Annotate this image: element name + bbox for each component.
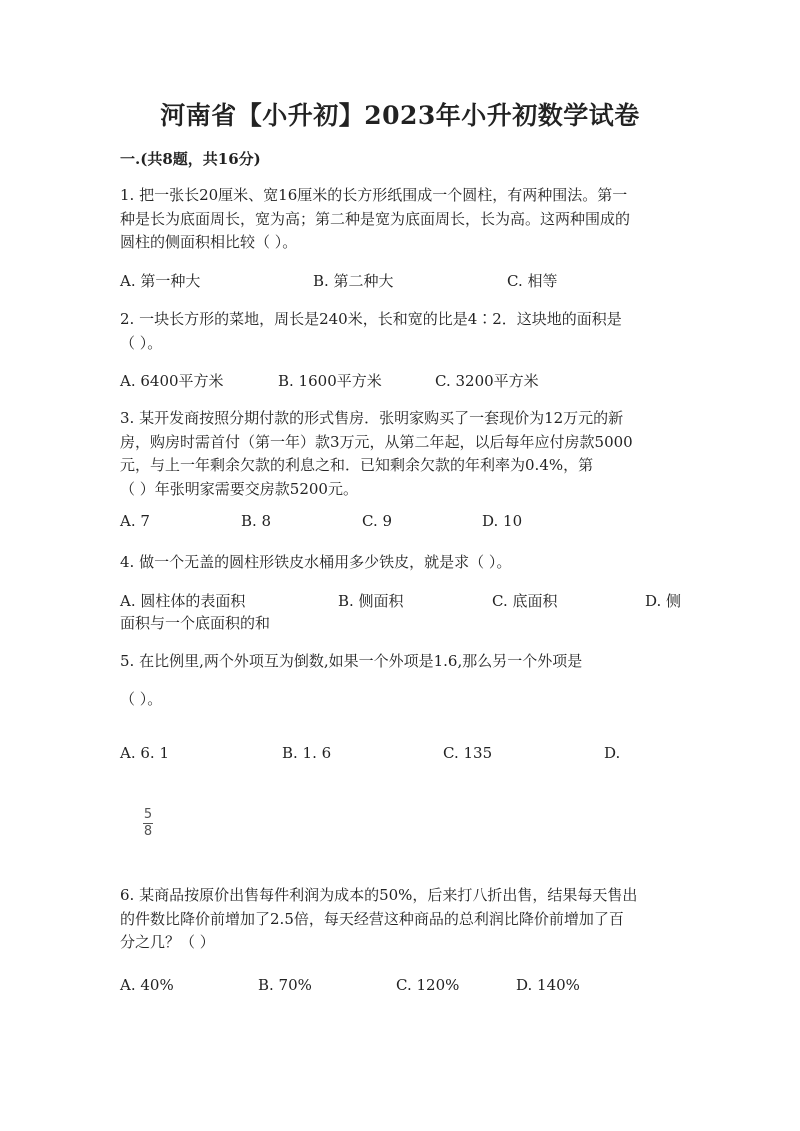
- question-4-option-b: B. 侧面积: [338, 592, 404, 610]
- question-1-option-c: C. 相等: [507, 272, 558, 290]
- fraction-denominator: 8: [143, 824, 153, 839]
- question-3-option-d: D. 10: [482, 512, 523, 530]
- question-5-option-d-fraction: [143, 808, 153, 839]
- question-3-option-c: C. 9: [362, 512, 393, 530]
- question-2-text: 2. 一块长方形的菜地，周长是240米，长和宽的比是4∶2．这块地的面积是 （ ）。: [120, 310, 622, 352]
- fraction-numerator: 5: [143, 807, 153, 822]
- question-6-option-a: A. 40%: [120, 976, 174, 994]
- question-5-paren: （ ）。: [120, 690, 163, 708]
- question-6-option-d: D. 140%: [516, 976, 580, 994]
- question-5-option-d: D.: [604, 744, 621, 762]
- question-3-text: 3. 某开发商按照分期付款的形式售房．张明家购买了一套现价为12万元的新 房，购房时需首付（第一年）款3万元，从第二年起，以后每年应付房款5000 元，与上一年剩余欠款的利息之和．已知剩余欠款的年利率为0.4%，第 （ ）年张明家需要交房款5200元。: [120, 409, 633, 498]
- question-6-option-c: C. 120%: [396, 976, 460, 994]
- question-6-text: 6. 某商品按原价出售每件利润为成本的50%，后来打八折出售，结果每天售出 的件数比降价前增加了2.5倍，每天经营这种商品的总利润比降价前增加了百 分之几？（ ）: [120, 886, 638, 951]
- question-2-option-c: C. 3200平方米: [435, 372, 539, 390]
- question-5-option-b: B. 1. 6: [282, 744, 332, 762]
- question-2-option-b: B. 1600平方米: [278, 372, 382, 390]
- question-5-option-c: C. 135: [443, 744, 493, 762]
- question-3-option-a: A. 7: [120, 512, 150, 530]
- section-heading: 一.(共8题，共16分): [120, 150, 261, 168]
- question-4-option-d-continued: 面积与一个底面积的和: [120, 614, 271, 632]
- question-3-option-b: B. 8: [241, 512, 272, 530]
- question-4-option-d: D. 侧: [645, 592, 682, 610]
- question-4-option-c: C. 底面积: [492, 592, 558, 610]
- question-1-option-a: A. 第一种大: [120, 272, 201, 290]
- question-5-option-a: A. 6. 1: [120, 744, 169, 762]
- question-6-option-b: B. 70%: [258, 976, 312, 994]
- question-4-option-a: A. 圆柱体的表面积: [120, 592, 246, 610]
- question-1-option-b: B. 第二种大: [313, 272, 394, 290]
- question-5-text: 5. 在比例里,两个外项互为倒数,如果一个外项是1.6,那么另一个外项是: [120, 652, 583, 670]
- question-4-text: 4. 做一个无盖的圆柱形铁皮水桶用多少铁皮，就是求（ ）。: [120, 553, 512, 571]
- question-2-option-a: A. 6400平方米: [120, 372, 224, 390]
- exam-title: 河南省【小升初】2023年小升初数学试卷: [160, 101, 640, 130]
- question-1-text: 1. 把一张长20厘米、宽16厘米的长方形纸围成一个圆柱，有两种围法。第一 种是长为底面周长，宽为高；第二种是宽为底面周长，长为高。这两种围成的 圆柱的侧面积相比较（ ）。: [120, 186, 631, 251]
